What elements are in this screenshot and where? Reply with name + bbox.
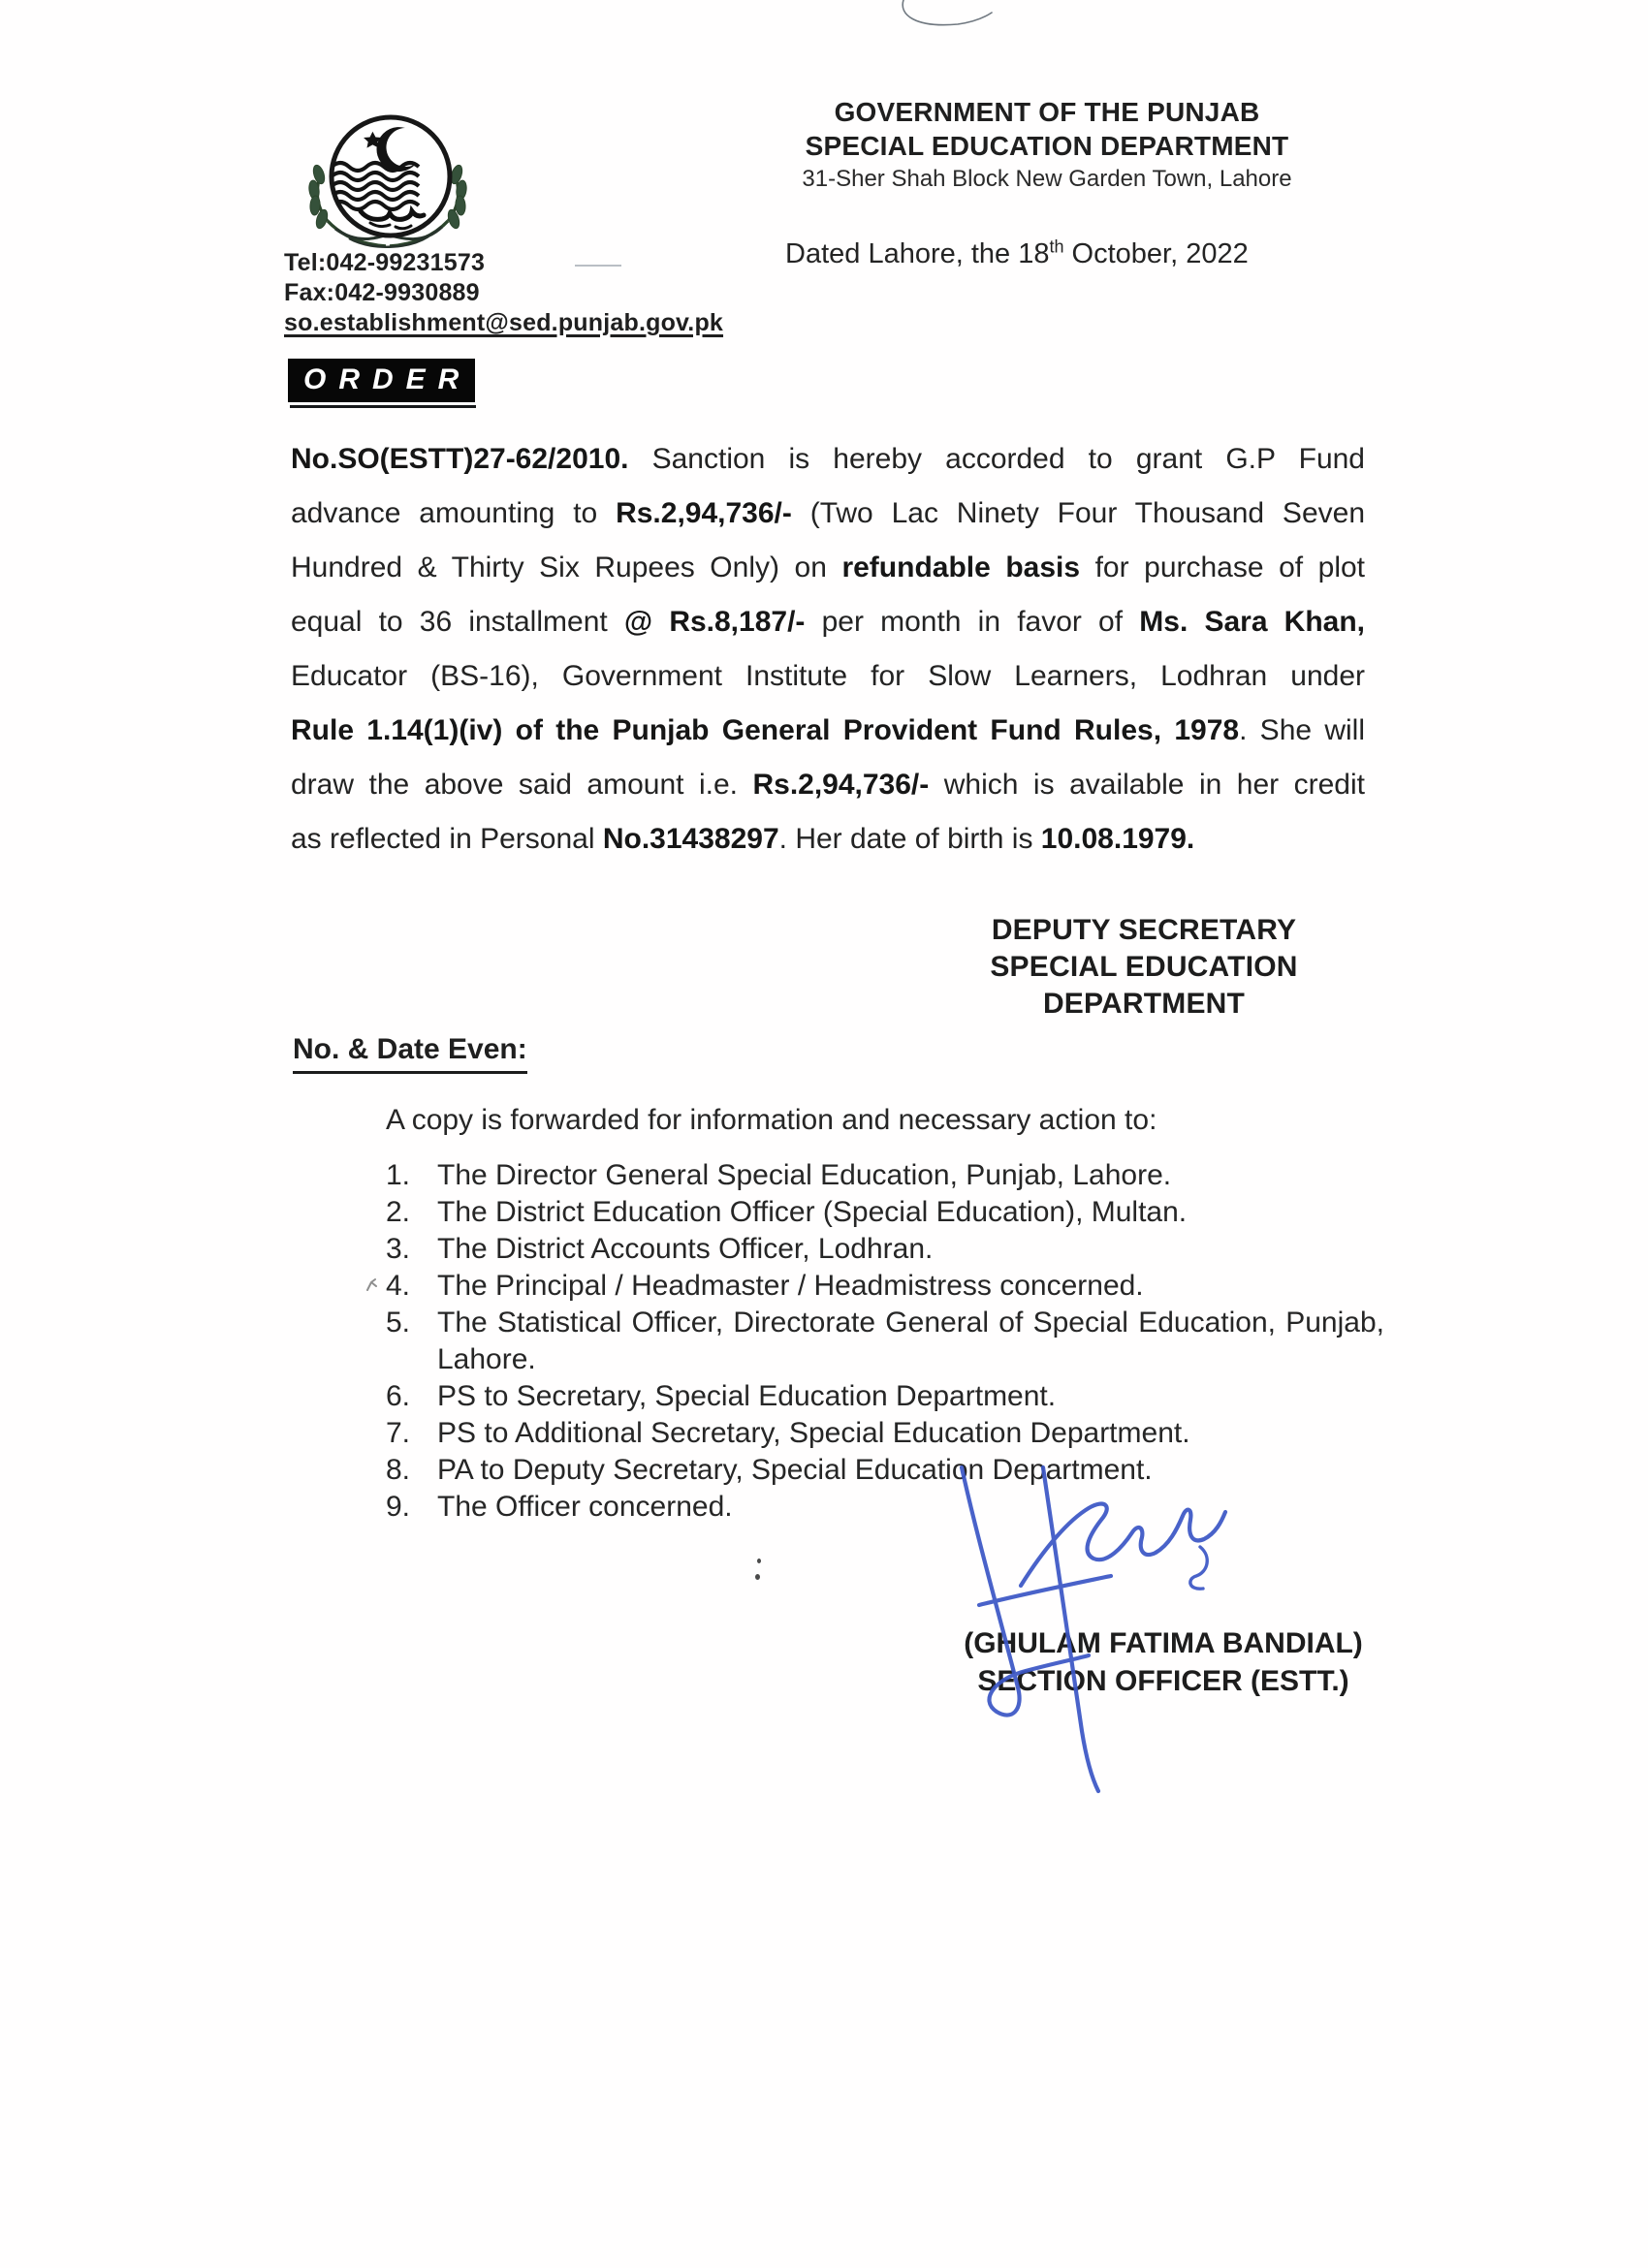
order-heading-underline [290,405,476,408]
recipient-text: PS to Secretary, Special Education Department. [437,1380,1057,1412]
order-body-line [291,595,1365,649]
order-body-line [291,432,1365,487]
recipient-row [386,1194,1384,1231]
scan-fold-curve-artifact [892,0,1018,41]
copy-forwarded-line: A copy is forwarded for information and necessary action to: [386,1104,1157,1136]
scan-dash-artifact [575,265,621,267]
recipient-text: The Principal / Headmaster / Headmistress concerned. [437,1270,1144,1302]
recipient-text: PS to Additional Secretary, Special Education Department. [437,1417,1190,1449]
recipient-number: 4. [386,1270,411,1302]
issuing-authority-block [969,912,1318,1023]
date-text-rest: October, 2022 [1063,238,1249,269]
order-body-text: equal to 36 installment [291,606,624,638]
order-body-bold-text: 10.08.1979. [1040,823,1195,855]
order-body-text: advance amounting to [291,497,617,529]
recipient-row [386,1268,1384,1305]
order-body-bold-text: No.SO(ESTT)27-62/2010. [291,443,629,475]
recipient-number: 2. [386,1196,411,1228]
dateline [785,238,1249,270]
email-address: so.establishment@sed.punjab.gov.pk [284,309,724,336]
order-body-text: . Her date of birth is [778,823,1041,855]
order-body-text: (Two Lac Ninety Four Thousand Seven [791,497,1365,529]
order-body-text: per month in favor of [805,606,1140,638]
recipient-text: The District Education Officer (Special Education), Multan. [437,1196,1188,1228]
recipient-row [386,1157,1384,1194]
order-body-text: which is available in her credit [929,769,1365,801]
date-text: Dated Lahore, the 18 [785,238,1050,269]
department-address: 31-Sher Shah Block New Garden Town, Lahore [802,166,1292,192]
officer-title: SECTION OFFICER (ESTT.) [977,1665,1349,1697]
recipient-row [386,1231,1384,1268]
contact-block [284,248,723,338]
order-body-text: Hundred & Thirty Six Rupees Only) on [291,551,842,583]
recipient-text: The Officer concerned. [437,1491,733,1523]
recipient-text: The District Accounts Officer, Lodhran. [437,1233,934,1265]
order-heading: ORDER [288,359,475,402]
order-body-bold-text: Rs.2,94,736/- [752,769,930,801]
order-body-bold-text: Rs.2,94,736/- [616,497,792,529]
authority-line: DEPARTMENT [1042,988,1246,1020]
government-title: GOVERNMENT OF THE PUNJAB [834,97,1260,127]
number-and-date-label: No. & Date Even: [293,1033,527,1074]
recipient-number: 8. [386,1454,411,1486]
recipient-row [386,1415,1384,1452]
order-body-line [291,758,1365,812]
recipient-text: The Director General Special Education, Punjab, Lahore. [437,1159,1172,1191]
order-body-paragraph [291,432,1365,866]
order-body-line [291,649,1365,704]
order-body-text: for purchase of plot [1080,551,1365,583]
authority-line: DEPUTY SECRETARY [991,914,1297,946]
scan-dots-artifact [753,1559,765,1584]
date-ordinal-suffix: th [1049,236,1064,257]
order-body-text: draw the above said amount i.e. [291,769,753,801]
order-body-line [291,487,1365,541]
punjab-government-crescent-emblem-logo [289,103,487,260]
recipient-text: The Statistical Officer, Directorate General of Special Education, Punjab, Lahore. [437,1307,1384,1375]
order-body-text: Educator (BS-16), Government Institute for Slow Learners, Lodhran under [291,660,1365,692]
department-title: SPECIAL EDUCATION DEPARTMENT [805,131,1289,161]
recipient-row [386,1378,1384,1415]
handwritten-signature [956,1460,1278,1801]
order-body-line [291,541,1365,595]
order-body-bold-text: Rule 1.14(1)(iv) of the Punjab General Provident Fund Rules, 1978 [291,714,1240,746]
recipient-number: 7. [386,1417,411,1449]
order-body-bold-text: refundable basis [841,551,1081,583]
order-body-line [291,704,1365,758]
recipient-number: 9. [386,1491,411,1523]
recipient-number: 3. [386,1233,411,1265]
order-body-line [291,812,1365,866]
order-body-text: . She will [1239,714,1365,746]
letterhead [764,95,1330,194]
tel-number: Tel:042-99231573 [284,248,723,278]
recipient-text: PA to Deputy Secretary, Special Education Department. [437,1454,1153,1486]
scan-speck-artifact [364,1276,380,1294]
recipient-number: 6. [386,1380,411,1412]
recipient-row [386,1305,1384,1378]
order-body-bold-text: No.31438297 [602,823,779,855]
order-body-text: as reflected in Personal [291,823,603,855]
authority-line: SPECIAL EDUCATION [990,951,1298,983]
order-body-text: Sanction is hereby accorded to grant G.P Fund [628,443,1365,475]
recipient-number: 1. [386,1159,411,1191]
recipient-number: 5. [386,1307,411,1339]
fax-number: Fax:042-9930889 [284,279,480,306]
officer-name: (GHULAM FATIMA BANDIAL) [964,1627,1363,1659]
order-body-bold-text: Ms. Sara Khan, [1139,606,1365,638]
order-body-bold-text: @ Rs.8,187/- [623,606,806,638]
